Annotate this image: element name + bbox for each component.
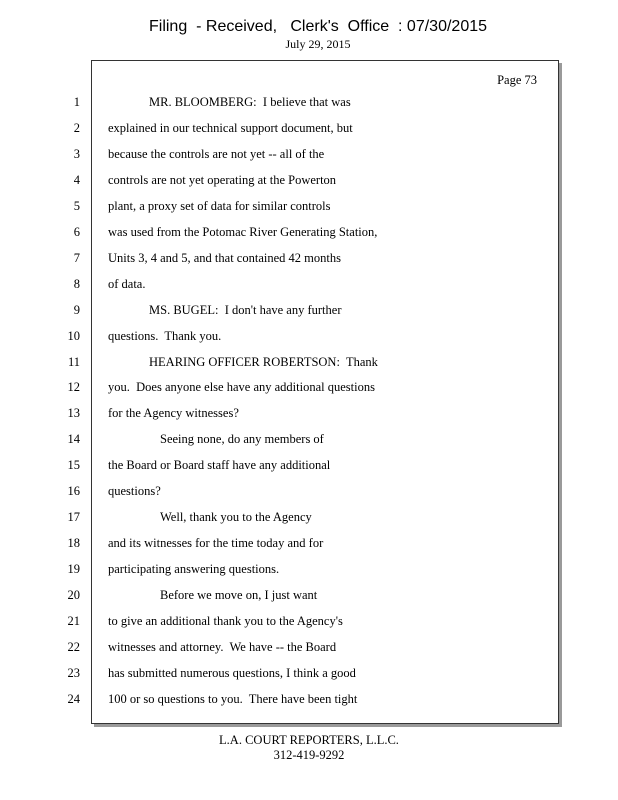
page-number: Page 73 [497, 73, 537, 87]
line-number: 17 [67, 510, 80, 524]
line-number: 10 [67, 329, 80, 343]
line-text: because the controls are not yet -- all of the [108, 147, 325, 161]
line-number: 23 [67, 666, 80, 680]
line-number: 8 [73, 277, 80, 291]
line-number: 15 [67, 458, 80, 472]
line-number: 5 [73, 199, 80, 213]
filing-stamp: Filing - Received, Clerk's Office : 07/30/2015 [148, 18, 488, 35]
line-text: participating answering questions. [108, 562, 280, 576]
line-number: 22 [67, 640, 80, 654]
line-text: for the Agency witnesses? [108, 406, 239, 420]
line-text: MR. BLOOMBERG: I believe that was [149, 95, 351, 109]
footer-company: L.A. COURT REPORTERS, L.L.C. [219, 733, 399, 747]
line-text: HEARING OFFICER ROBERTSON: Thank [149, 355, 378, 369]
line-number: 24 [67, 692, 80, 706]
line-text: Before we move on, I just want [160, 588, 318, 602]
line-number: 4 [73, 173, 80, 187]
line-text: the Board or Board staff have any additional [108, 458, 331, 472]
line-text: plant, a proxy set of data for similar controls [108, 199, 331, 213]
line-number: 13 [67, 406, 80, 420]
line-text: Well, thank you to the Agency [160, 510, 312, 524]
line-number: 14 [67, 432, 80, 446]
line-number: 3 [73, 147, 80, 161]
line-number: 21 [67, 614, 80, 628]
line-text: has submitted numerous questions, I think a good [108, 666, 356, 680]
line-number: 9 [73, 303, 80, 317]
footer-phone: 312-419-9292 [273, 748, 345, 762]
line-number: 18 [67, 536, 80, 550]
line-text: MS. BUGEL: I don't have any further [149, 303, 342, 317]
line-text: Units 3, 4 and 5, and that contained 42 months [108, 251, 341, 265]
line-text: questions. Thank you. [108, 329, 222, 343]
line-text: to give an additional thank you to the Agency's [108, 614, 343, 628]
line-number: 11 [67, 355, 80, 369]
line-number: 19 [67, 562, 80, 576]
line-text: questions? [108, 484, 161, 498]
line-number: 1 [73, 95, 80, 109]
line-number: 16 [67, 484, 80, 498]
line-number: 20 [67, 588, 80, 602]
line-text: explained in our technical support document, but [108, 121, 353, 135]
line-text: of data. [108, 277, 146, 291]
line-number: 12 [67, 380, 80, 394]
transcript-date: July 29, 2015 [285, 37, 351, 51]
line-text: controls are not yet operating at the Powerton [108, 173, 337, 187]
line-text: and its witnesses for the time today and for [108, 536, 324, 550]
line-text: Seeing none, do any members of [160, 432, 324, 446]
line-text: 100 or so questions to you. There have been tight [108, 692, 358, 706]
line-text: you. Does anyone else have any additional questions [108, 380, 375, 394]
line-number: 2 [73, 121, 80, 135]
line-number: 6 [73, 225, 80, 239]
line-text: was used from the Potomac River Generating Station, [108, 225, 378, 239]
line-number: 7 [73, 251, 80, 265]
line-text: witnesses and attorney. We have -- the Board [108, 640, 337, 654]
